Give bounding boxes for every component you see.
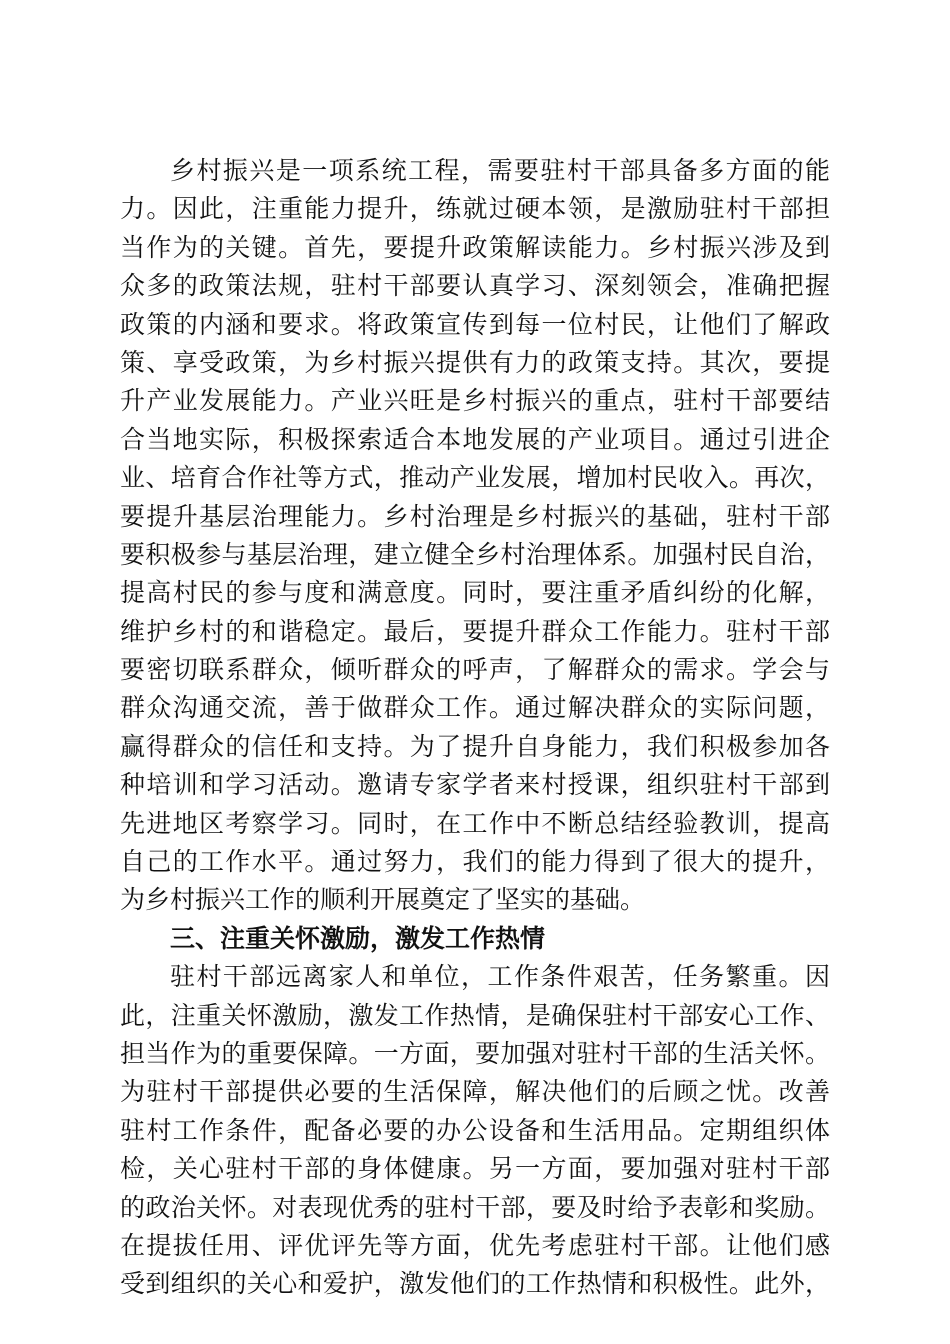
- paragraph-line: 众多的政策法规，驻村干部要认真学习、深刻领会，准确把握: [120, 271, 830, 301]
- paragraph-ability: [120, 152, 830, 920]
- paragraph-line: 力。因此，注重能力提升，练就过硬本领，是激励驻村干部担: [120, 194, 830, 224]
- paragraph-line: 在提拔任用、评优评先等方面，优先考虑驻村干部。让他们感: [120, 1230, 830, 1260]
- paragraph-line: 检，关心驻村干部的身体健康。另一方面，要加强对驻村干部: [120, 1154, 830, 1184]
- paragraph-line: 当作为的关键。首先，要提升政策解读能力。乡村振兴涉及到: [120, 232, 830, 262]
- paragraph-line: 群众沟通交流，善于做群众工作。通过解决群众的实际问题，: [120, 693, 830, 723]
- document-page: [120, 152, 830, 1304]
- paragraph-line: 自己的工作水平。通过努力，我们的能力得到了很大的提升，: [120, 847, 830, 877]
- paragraph-line: 为乡村振兴工作的顺利开展奠定了坚实的基础。: [120, 885, 646, 915]
- paragraph-care: [120, 958, 830, 1304]
- paragraph-line: 要提升基层治理能力。乡村治理是乡村振兴的基础，驻村干部: [120, 501, 830, 531]
- paragraph-line: 业、培育合作社等方式，推动产业发展，增加村民收入。再次，: [120, 463, 830, 493]
- paragraph-line: 升产业发展能力。产业兴旺是乡村振兴的重点，驻村干部要结: [120, 386, 830, 416]
- paragraph-line: 乡村振兴是一项系统工程，需要驻村干部具备多方面的能: [170, 156, 830, 185]
- paragraph-line: 先进地区考察学习。同时，在工作中不断总结经验教训，提高: [120, 808, 830, 838]
- paragraph-line: 担当作为的重要保障。一方面，要加强对驻村干部的生活关怀。: [120, 1038, 830, 1068]
- paragraph-line: 策、享受政策，为乡村振兴提供有力的政策支持。其次，要提: [120, 347, 830, 377]
- paragraph-line: 要积极参与基层治理，建立健全乡村治理体系。加强村民自治，: [120, 539, 830, 569]
- paragraph-line: 的政治关怀。对表现优秀的驻村干部，要及时给予表彰和奖励。: [120, 1192, 830, 1222]
- paragraph-line: 此，注重关怀激励，激发工作热情，是确保驻村干部安心工作、: [120, 1000, 830, 1030]
- paragraph-line: 维护乡村的和谐稳定。最后，要提升群众工作能力。驻村干部: [120, 616, 830, 646]
- paragraph-line: 要密切联系群众，倾听群众的呼声，了解群众的需求。学会与: [120, 655, 830, 685]
- paragraph-line: 为驻村干部提供必要的生活保障，解决他们的后顾之忧。改善: [120, 1077, 830, 1107]
- paragraph-line: 受到组织的关心和爱护，激发他们的工作热情和积极性。此外，: [120, 1269, 830, 1299]
- paragraph-line: 驻村干部远离家人和单位，工作条件艰苦，任务繁重。因: [170, 962, 830, 992]
- paragraph-line: 种培训和学习活动。邀请专家学者来村授课，组织驻村干部到: [120, 770, 830, 800]
- paragraph-line: 赢得群众的信任和支持。为了提升自身能力，我们积极参加各: [120, 731, 830, 761]
- paragraph-line: 提高村民的参与度和满意度。同时，要注重矛盾纠纷的化解，: [120, 578, 830, 608]
- paragraph-line: 合当地实际，积极探索适合本地发展的产业项目。通过引进企: [120, 424, 830, 454]
- paragraph-line: 驻村工作条件，配备必要的办公设备和生活用品。定期组织体: [120, 1115, 830, 1145]
- paragraph-line: 政策的内涵和要求。将政策宣传到每一位村民，让他们了解政: [120, 309, 830, 339]
- section-heading: 三、注重关怀激励，激发工作热情: [170, 923, 546, 953]
